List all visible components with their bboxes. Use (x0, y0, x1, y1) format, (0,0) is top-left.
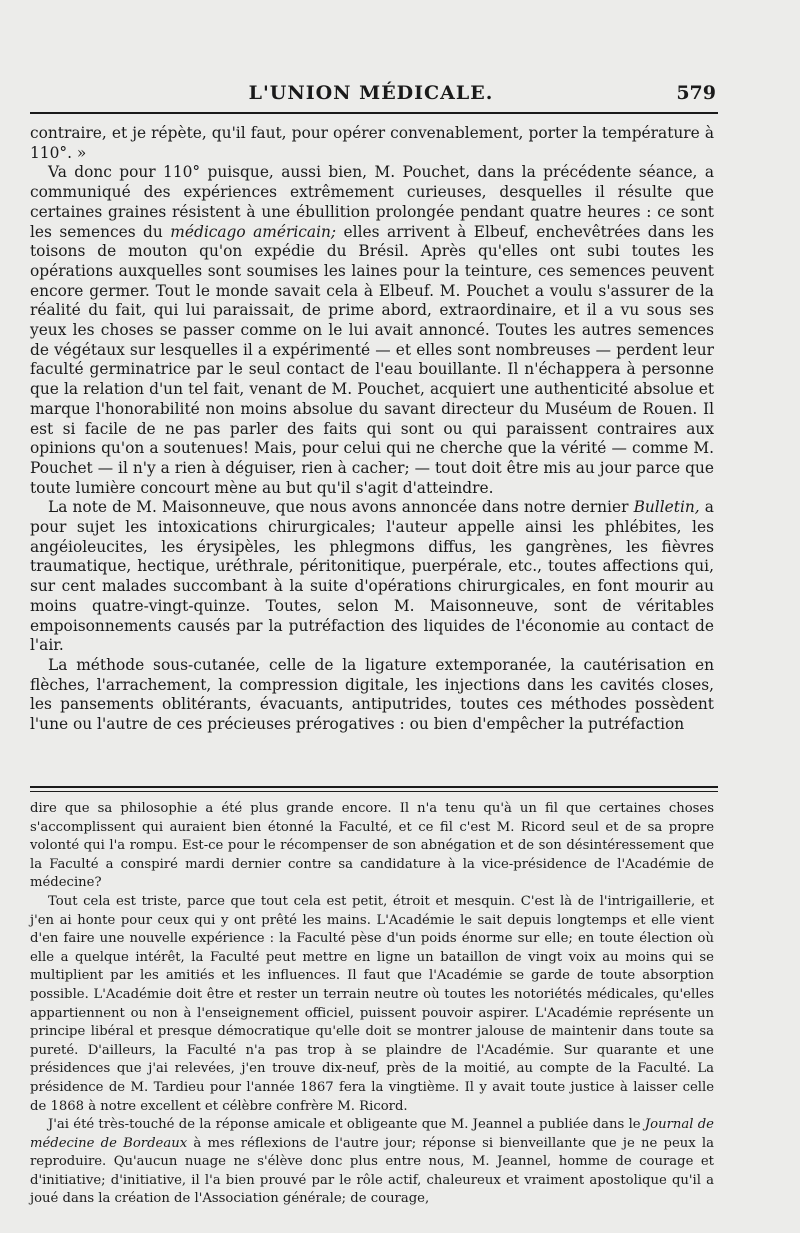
paragraph (30, 124, 714, 163)
journal-title: Journal de médecine de Bordeaux (30, 1117, 714, 1151)
feuilleton-column (30, 800, 714, 1209)
paragraph-text: La méthode sous-cutanée, celle de la ligature extemporanée, la cautérisation en flèches, l'arrachement, la compression digitale, les injections dans les cavités closes, les pansements oblitérants, évacuants, antiputrides, toutes ces méthodes possèdent l'une ou l'autre de ces précieuses prérogatives : ou bien d'empêcher la putréfaction (30, 655, 714, 734)
paragraph-text: dire que sa philosophie a été plus grande encore. Il n'a tenu qu'à un fil que certaines choses s'accomplissent qui auraient bien étonné la Faculté, et ce fil c'est M. Ricord seul et de sa propre volonté qui l'a rompu. Est-ce pour le récompenser de son abnégation et de son désintéressement que la Faculté a conspiré mardi dernier contre sa candidature à la vice-présidence de l'Académie de médecine? (30, 801, 714, 891)
paragraph-text: Va donc pour 110° puisque, aussi bien, M. Pouchet, dans la précédente séance, a communiqué des expériences extrêmement curieuses, desquelles il résulte que certaines graines résistent à une ébullition prolongée pendant quatre heures : ce sont les semences du (30, 163, 714, 241)
feuilleton-separator (30, 786, 718, 792)
paragraph (30, 656, 714, 735)
paragraph-text: elles arrivent à Elbeuf, enchevêtrées dans les toisons de mouton qu'on expédie du Brésil. Après qu'elles ont subi toutes les opérations auxquelles sont soumises les laines pour la teinture, ces semences peuvent encore germer. Tout le monde savait cela à Elbeuf. M. Pouchet a voulu s'assurer de la réalité du fait, qui lui paraissait, de prime abord, extraordinaire, et il a vu sous ses yeux les choses se passer comme on le lui avait annoncé. Toutes les autres semences de végétaux sur lesquelles il a expérimenté — et elles sont nombreuses — perdent leur faculté germinatrice par le seul contact de l'eau bouillante. Il n'échappera à personne que la relation d'un tel fait, venant de M. Pouchet, acquiert une authenticité absolue et marque l'honorabilité non moins absolue du savant directeur du Muséum de Rouen. Il est si facile de ne pas parler des faits qui sont ou qui paraissent contraires aux opinions qu'on a soutenues! Mais, pour celui qui ne cherche que la vérité — comme M. Pouchet — il n'y a rien à déguiser, rien à cacher; — tout doit être mis au jour parce que toute lumière concourt mène au but qu'il s'agit d'atteindre. (30, 222, 714, 497)
paragraph-text: a pour sujet les intoxications chirurgicales; l'auteur appelle ainsi les phlébites, les angéioleucites, les érysipèles, les phlegmons diffus, les gangrènes, les fièvres traumatique, hectique, uréthrale, péritonitique, puerpérale, etc., toutes affections qui, sur cent malades succombant à la suite d'opérations chirurgicales, en font mourir au moins quatre-vingt-quinze. Toutes, selon M. Maisonneuve, sont de véritables empoisonnements causés par la putréfaction des liquides de l'économie au contact de l'air. (30, 498, 714, 655)
paragraph-text: J'ai été très-touché de la réponse amicale et obligeante que M. Jeannel a publiée dans le (48, 1117, 641, 1133)
paragraph (30, 498, 714, 656)
italic-term: Bulletin, (633, 498, 700, 517)
header-rule (30, 112, 718, 114)
paragraph-text: contraire, et je répète, qu'il faut, pour opérer convenablement, porter la température à 110°. » (30, 124, 714, 162)
main-column (30, 124, 714, 735)
paragraph (30, 1116, 714, 1209)
paragraph (30, 163, 714, 498)
italic-term: médicago américain; (170, 222, 337, 241)
page-header (30, 76, 716, 112)
paragraph (30, 800, 714, 893)
paragraph-text: La note de M. Maisonneuve, que nous avons annoncée dans notre dernier (48, 498, 629, 517)
paragraph (30, 893, 714, 1116)
page-number: 579 (676, 82, 716, 104)
running-title: L'UNION MÉDICALE. (248, 82, 494, 104)
paragraph-text: à mes réflexions de l'autre jour; réponse si bienveillante que je ne peux la reproduire. Qu'aucun nuage ne s'élève donc plus entre nous, M. Jeannel, homme de courage et d'initiative; d'initiative, il l'a bien prouvé par le rôle actif, chaleureux et vraiment apostolique qu'il a joué dans la création de l'Association générale; de courage, (30, 1135, 715, 1207)
paragraph-text: Tout cela est triste, parce que tout cela est petit, étroit et mesquin. C'est là de l'intrigaillerie, et j'en ai honte pour ceux qui y ont prêté les mains. L'Académie le sait depuis longtemps et elle vient d'en faire une nouvelle expérience : la Faculté pèse d'un poids énorme sur elle; en toute élection où elle a quelque intérêt, la Faculté peut mettre en ligne un bataillon de vingt voix au moins qui se multiplient par les amitiés et les influences. Il faut que l'Académie se garde de toute absorption possible. L'Académie doit être et rester un terrain neutre où toutes les notoriétés médicales, qu'elles appartiennent ou non à l'enseignement officiel, puissent pouvoir aspirer. L'Académie représente un principe libéral et presque démocratique qu'elle doit se montrer jalouse de maintenir dans toute sa pureté. D'ailleurs, la Faculté n'a pas trop à se plaindre de l'Académie. Sur quarante et une présidences que j'ai relevées, j'en trouve dix-neuf, près de la moitié, au compte de la Faculté. La présidence de M. Tardieu pour l'année 1867 fera la vingtième. Il y avait toute justice à laisser celle de 1868 à notre excellent et célèbre confrère M. Ricord. (30, 893, 714, 1114)
